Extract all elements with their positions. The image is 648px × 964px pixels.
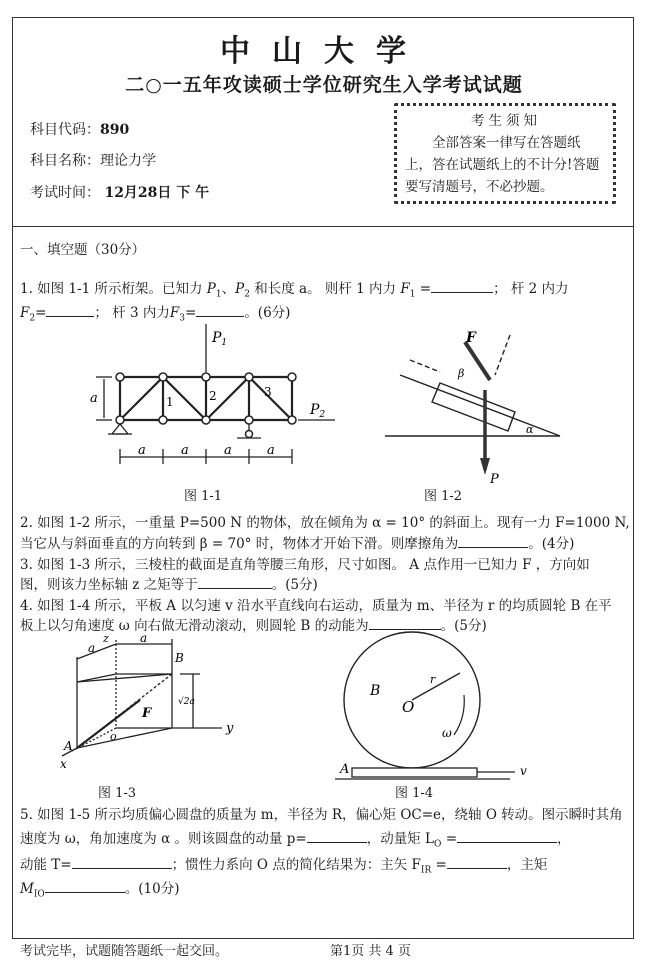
- q5-text-b: ，动量矩 L: [366, 831, 435, 847]
- exam-time-label: 考试时间：: [30, 185, 100, 201]
- q2-points: 。(4分): [528, 536, 575, 552]
- answer-blank-kinetic-energy[interactable]: [72, 856, 172, 869]
- question-1-line-2: [20, 301, 630, 324]
- center-o-label: O: [402, 698, 415, 716]
- q5-mio-sub: IO: [33, 889, 45, 900]
- q1-f1-sub: 1: [409, 289, 416, 300]
- force-f-label: F: [142, 706, 152, 721]
- subject-name-label: 科目名称：: [30, 153, 100, 169]
- label-a-1: a: [138, 443, 146, 458]
- question-5-line-4: [20, 877, 630, 900]
- q1-text-5: 。(6分): [244, 305, 291, 321]
- question-2-line-2: [20, 532, 630, 552]
- figure-1-4-caption: 图 1-4: [395, 786, 434, 801]
- q1-p2-sub: 2: [244, 289, 250, 300]
- q1-p1-sub: 1: [215, 289, 222, 300]
- question-3-line-2: [20, 573, 630, 593]
- page-number: 第1页 共 4 页: [330, 944, 411, 959]
- q4-points: 。(5分): [440, 618, 487, 634]
- omega-label: ω: [442, 726, 452, 740]
- q1-f2: F: [20, 305, 30, 321]
- force-f-arrow: [465, 342, 490, 380]
- header-divider: [12, 226, 634, 227]
- q1-f3: F: [169, 305, 180, 321]
- q1-eq3: =: [185, 305, 197, 321]
- label-p2: $P_2$: [310, 402, 326, 420]
- q4-text: 板上以匀角速度 ω 向右做无滑动滚动，则圆轮 B 的动能为: [20, 618, 369, 634]
- q1-p2: P: [235, 281, 245, 297]
- question-4-line-1: 4. 如图 1-4 所示，平板 A 以匀速 v 沿水平直线向右运动，质量为 m、半径为 r 的均质圆轮 B 在平: [20, 598, 612, 614]
- q1-p1: P: [206, 281, 216, 297]
- question-5-line-2: [20, 827, 630, 850]
- label-p: P: [490, 472, 499, 487]
- exam-time-value: 12月28日 下 午: [104, 185, 210, 201]
- q3-points: 。(5分): [271, 577, 318, 593]
- subject-name: [30, 150, 156, 170]
- axis-y-label: y: [226, 721, 234, 736]
- q1-text-3: ； 杆 2 内力: [493, 281, 569, 297]
- footer-note: 考试完毕，试题随答题纸一起交回。: [20, 944, 229, 959]
- q5-text-g: =: [431, 857, 447, 873]
- answer-blank-q3[interactable]: [198, 576, 272, 589]
- question-5-line-3: [20, 853, 630, 876]
- q1-text-2: 和长度 a。 则杆 1 内力: [249, 281, 397, 297]
- label-a-4: a: [267, 443, 275, 458]
- q5-text-d: ，: [557, 831, 571, 847]
- answer-blank-momentum[interactable]: [307, 830, 367, 843]
- label-p1: $P_1$: [212, 330, 228, 348]
- label-beta: β: [458, 367, 465, 380]
- notice-title: 考生须知: [471, 113, 541, 129]
- q1-eq1: =: [415, 281, 432, 297]
- label-f: F: [466, 330, 476, 346]
- figure-1-3-prism: [50, 631, 234, 772]
- label-a-3: a: [224, 443, 232, 458]
- q5-fir-sub: IR: [420, 865, 432, 876]
- university-title: 中山大学: [220, 34, 428, 69]
- radius-r-label: r: [430, 673, 436, 686]
- question-5-line-1: 5. 如图 1-5 所示均质偏心圆盘的质量为 m，半径为 R，偏心矩 OC=e，绕轴 O 转动。图示瞬时其角: [20, 807, 623, 823]
- q5-lo-sub: O: [434, 839, 442, 850]
- omega-arrow: [454, 695, 464, 735]
- axis-z-label: z: [103, 632, 109, 645]
- dim-a-left: a: [88, 641, 96, 655]
- answer-blank-inertia-moment[interactable]: [45, 880, 125, 893]
- member-3-label: 3: [264, 385, 272, 399]
- answer-blank-f3[interactable]: [196, 304, 244, 317]
- figure-1-4-disk: [330, 625, 540, 778]
- notice-body: 全部答案一律写在答题纸上，答在试题纸上的不计分!答题要写清题号，不必抄题。: [405, 135, 600, 195]
- question-2-line-1: 2. 如图 1-2 所示，一重量 P=500 N 的物体，放在倾角为 α = 10° 的斜面上。现有一力 F=1000 N,: [20, 515, 630, 531]
- section-heading: 一、填空题（30分）: [20, 242, 146, 258]
- q1-text-4: ； 杆 3 内力: [94, 305, 170, 321]
- figure-1-2-incline: [380, 330, 560, 490]
- q5-points: 。(10分): [124, 881, 180, 897]
- exam-title: 二○一五年攻读硕士学位研究生入学考试试题: [125, 74, 523, 96]
- q5-text-h: ，主矩: [506, 857, 548, 873]
- label-a-height: a: [90, 391, 98, 406]
- point-b-label: B: [175, 651, 184, 665]
- q5-text-a: 速度为 ω，角加速度为 α 。则该圆盘的动量 p=: [20, 831, 307, 847]
- q5-text-c: =: [441, 831, 458, 847]
- subject-name-value: 理论力学: [100, 153, 156, 169]
- subject-code-value: 890: [100, 122, 130, 138]
- radius-r: [412, 673, 460, 700]
- q1-eq2: =: [35, 305, 47, 321]
- answer-blank-inertia-force[interactable]: [447, 856, 507, 869]
- figure-1-3-caption: 图 1-3: [98, 786, 137, 801]
- member-2-label: 2: [209, 389, 217, 403]
- question-3-line-1: 3. 如图 1-3 所示，三棱柱的截面是直角等腰三角形，尺寸如图。 A 点作用一已知力 F ，方向如: [20, 557, 590, 573]
- label-alpha: α: [526, 423, 534, 436]
- question-1-line-1: [20, 277, 630, 300]
- label-a-2: a: [181, 443, 189, 458]
- disk-b-label: B: [370, 683, 381, 699]
- subject-code: [30, 119, 129, 139]
- exam-time: [30, 182, 209, 202]
- plate-a-label: A: [340, 762, 350, 777]
- answer-blank-angular-momentum[interactable]: [457, 830, 557, 843]
- velocity-v-label: v: [520, 764, 527, 778]
- member-1-label: 1: [166, 395, 174, 409]
- point-a-label: A: [64, 739, 73, 753]
- origin-label: o: [110, 730, 117, 743]
- answer-blank-f2[interactable]: [46, 304, 94, 317]
- q3-text: 图，则该力坐标轴 z 之矩等于: [20, 577, 198, 593]
- q1-f3-sub: 3: [179, 313, 185, 324]
- figure-1-1-truss: [90, 324, 350, 484]
- answer-blank-q2[interactable]: [458, 535, 528, 548]
- q5-m: M: [20, 881, 34, 897]
- q1-text: 1. 如图 1-1 所示桁架。已知力: [20, 281, 203, 297]
- figure-1-1-caption: 图 1-1: [184, 489, 223, 504]
- plate-a: [352, 768, 477, 777]
- q1-sep: 、: [221, 281, 236, 297]
- q1-f1: F: [400, 281, 410, 297]
- dim-a-top: a: [140, 631, 148, 645]
- q1-f2-sub: 2: [29, 313, 36, 324]
- answer-blank-f1[interactable]: [431, 280, 493, 293]
- notice-box: [394, 103, 616, 204]
- q2-text: 当它从与斜面垂直的方向转到 β = 70° 时，物体才开始下滑。则摩擦角为: [20, 536, 459, 552]
- subject-code-label: 科目代码：: [30, 122, 100, 138]
- dim-height-label: √2a: [178, 697, 195, 707]
- q5-text-f: ；惯性力系向 O 点的简化结果为：主矢 F: [171, 857, 421, 873]
- q5-text-e: 动能 T=: [20, 857, 72, 873]
- figure-1-2-caption: 图 1-2: [424, 489, 463, 504]
- axis-x-label: x: [60, 757, 67, 771]
